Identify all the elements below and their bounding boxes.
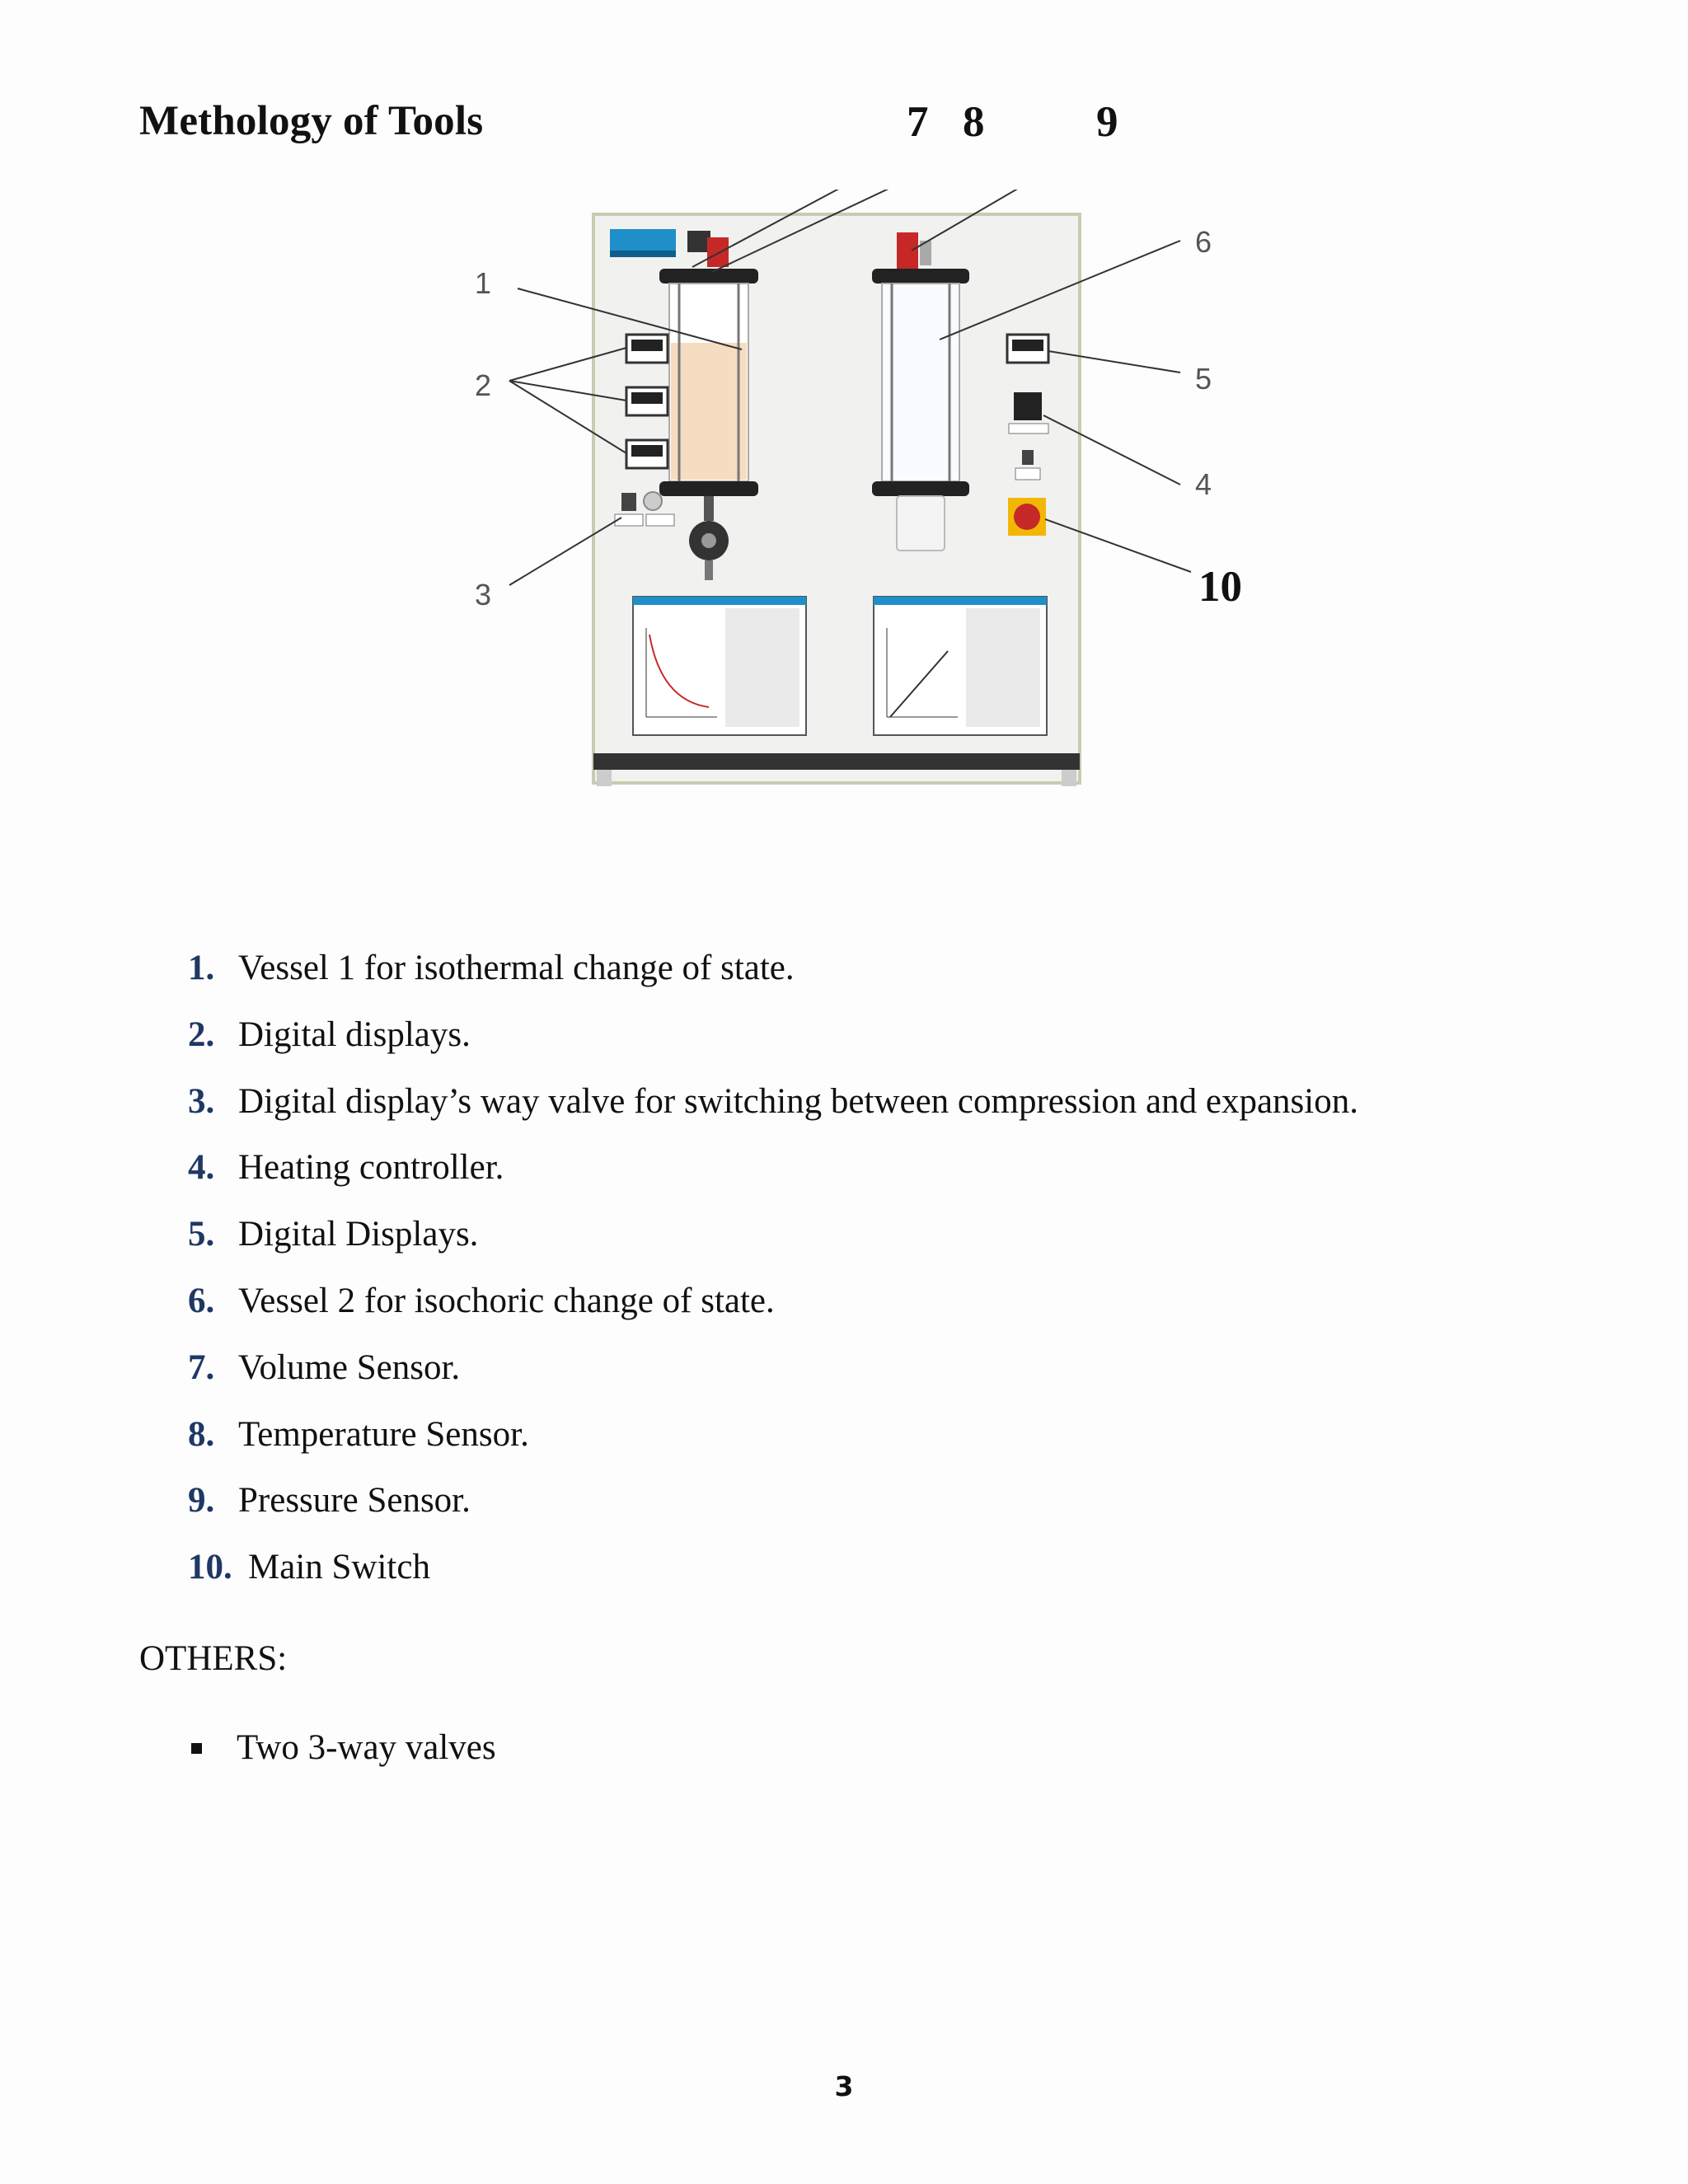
- vessel-2-top-flange: [872, 269, 969, 284]
- list-item-text: Temperature Sensor.: [238, 1414, 529, 1454]
- figure-callout-10: 10: [1198, 563, 1242, 611]
- page-title: Methology of Tools: [139, 98, 484, 144]
- list-item: [188, 1343, 1548, 1410]
- callout-7: 7: [907, 98, 929, 146]
- vessel-1-top-flange: [659, 269, 758, 284]
- vessel-1-liquid: [671, 343, 747, 480]
- others-heading: OTHERS:: [139, 1639, 288, 1678]
- figure-callout-2: 2: [475, 368, 492, 402]
- list-item-number: 7.: [188, 1347, 215, 1387]
- list-item: [188, 1010, 1548, 1077]
- list-item-text: Volume Sensor.: [238, 1347, 461, 1387]
- list-item-text: Two 3-way valves: [237, 1728, 496, 1767]
- list-item-number: 10.: [188, 1548, 232, 1587]
- others-list: [191, 1723, 496, 1773]
- vessel-2-glass: [882, 284, 959, 481]
- list-item-text: Vessel 1 for isothermal change of state.: [238, 949, 795, 987]
- figure-callout-5: 5: [1195, 362, 1212, 396]
- list-item-number: 3.: [188, 1081, 215, 1121]
- list-item-text: Main Switch: [248, 1548, 430, 1587]
- list-item: [188, 1077, 1548, 1144]
- list-item-number: 9.: [188, 1481, 215, 1521]
- valve-switch: [621, 493, 636, 511]
- heating-controller: [1014, 392, 1042, 420]
- list-item-text: Pressure Sensor.: [238, 1481, 471, 1521]
- list-item-text: Digital displays.: [238, 1015, 471, 1054]
- vessel-2-bottom-flange: [872, 481, 969, 496]
- list-item-text: Heating controller.: [238, 1148, 504, 1188]
- callout-9: 9: [1096, 98, 1118, 146]
- list-item-number: 8.: [188, 1414, 215, 1454]
- temperature-sensor-red: [707, 237, 729, 267]
- list-item: [188, 944, 1548, 1010]
- list-item: [188, 1476, 1548, 1543]
- parts-list: [188, 944, 1548, 1610]
- list-item-number: 5.: [188, 1215, 215, 1254]
- list-item-number: 1.: [188, 949, 215, 987]
- figure-callout-3: 3: [475, 578, 492, 612]
- list-item-text: Digital display’s way valve for switching between compression and expansion.: [238, 1081, 1358, 1121]
- callout-8: 8: [963, 98, 985, 146]
- pressure-sensor-red: [897, 232, 918, 269]
- figure-callout-6: 6: [1195, 225, 1212, 259]
- equipment-figure: [445, 190, 1269, 824]
- list-item-number: 4.: [188, 1148, 215, 1188]
- page-number: 3: [834, 2070, 854, 2102]
- figure-callout-4: 4: [1195, 467, 1212, 501]
- list-item: [188, 1410, 1548, 1477]
- equipment-diagram: [445, 190, 1269, 824]
- list-item-text: Vessel 2 for isochoric change of state.: [238, 1281, 775, 1320]
- figure-callout-1: 1: [475, 266, 492, 300]
- list-item-number: 6.: [188, 1281, 215, 1320]
- bullet-square-icon: [191, 1743, 202, 1754]
- list-item-text: Digital Displays.: [238, 1215, 479, 1254]
- list-item-number: 2.: [188, 1015, 215, 1054]
- list-item: [191, 1723, 496, 1773]
- list-item: [188, 1277, 1548, 1343]
- vessel-1-bottom-flange: [659, 481, 758, 496]
- list-item: [188, 1210, 1548, 1277]
- panel-base: [593, 753, 1080, 770]
- list-item: [188, 1543, 1548, 1610]
- list-item: [188, 1143, 1548, 1210]
